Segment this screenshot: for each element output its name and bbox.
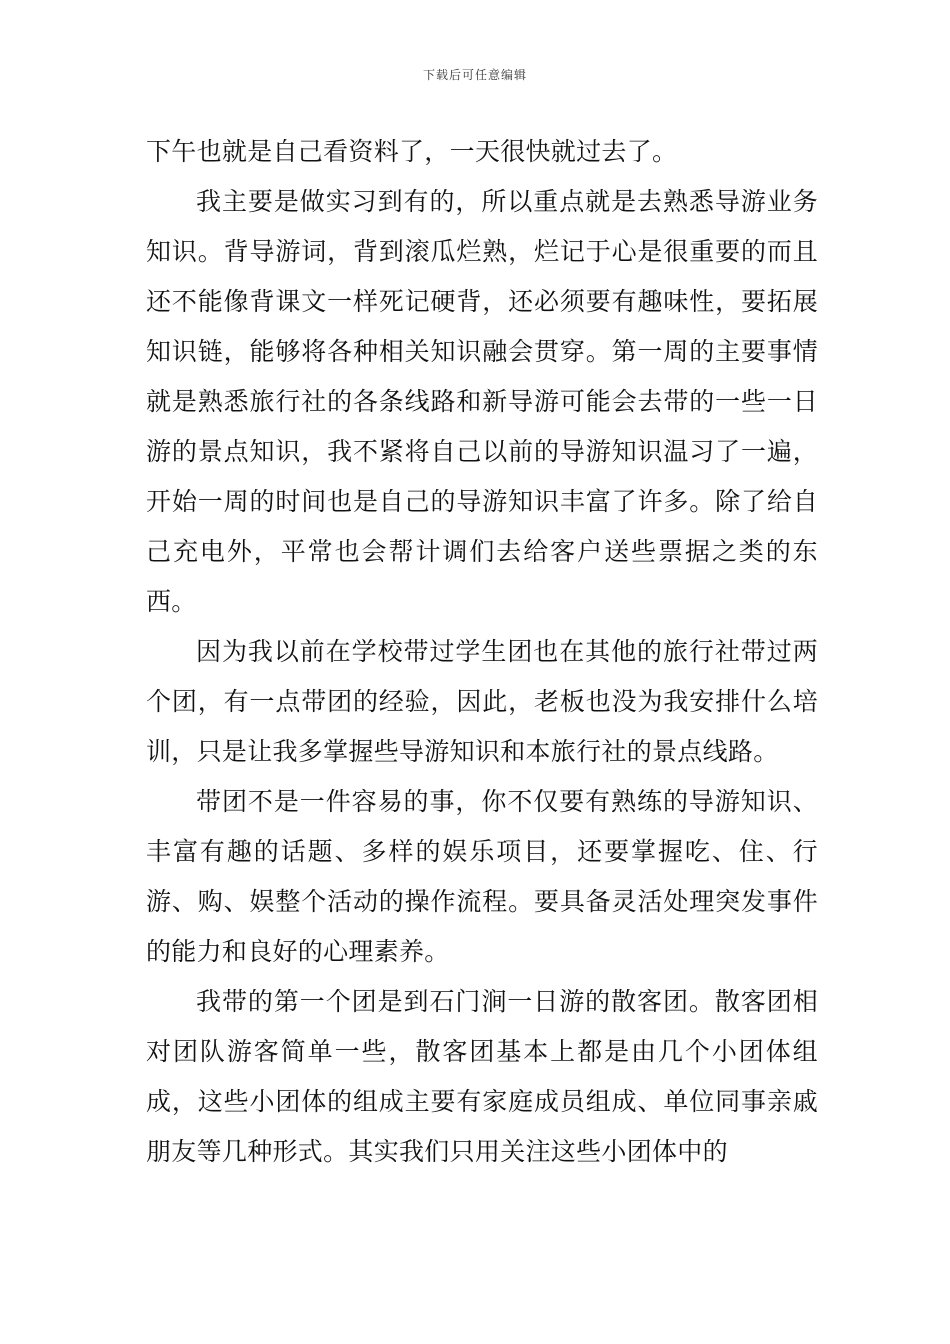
paragraph-continuation: 下午也就是自己看资料了，一天很快就过去了。	[146, 137, 678, 166]
document-body	[146, 127, 818, 1177]
paragraph: 带团不是一件容易的事，你不仅要有熟练的导游知识、丰富有趣的话题、多样的娱乐项目，还要掌握吃、住、行游、购、娱整个活动的操作流程。要具备灵活处理突发事件的能力和良好的心理素养。	[146, 787, 818, 966]
page-header: 下载后可任意编辑	[422, 68, 527, 82]
paragraph: 我主要是做实习到有的，所以重点就是去熟悉导游业务知识。背导游词，背到滚瓜烂熟，烂记于心是很重要的而且还不能像背课文一样死记硬背，还必须要有趣味性，要拓展知识链，能够将各种相关知识融会贯穿。第一周的主要事情就是熟悉旅行社的各条线路和新导游可能会去带的一些一日游的景点知识，我不紧将自己以前的导游知识温习了一遍，开始一周的时间也是自己的导游知识丰富了许多。除了给自己充电外，平常也会帮计调们去给客户送些票据之类的东西。	[146, 187, 818, 616]
paragraph: 因为我以前在学校带过学生团也在其他的旅行社带过两个团，有一点带团的经验，因此，老板也没为我安排什么培训，只是让我多掌握些导游知识和本旅行社的景点线路。	[146, 637, 818, 766]
paragraph: 我带的第一个团是到石门涧一日游的散客团。散客团相对团队游客简单一些，散客团基本上都是由几个小团体组成，这些小团体的组成主要有家庭成员组成、单位同事亲戚朋友等几种形式。其实我们只用关注这些小团体中的	[146, 987, 818, 1166]
